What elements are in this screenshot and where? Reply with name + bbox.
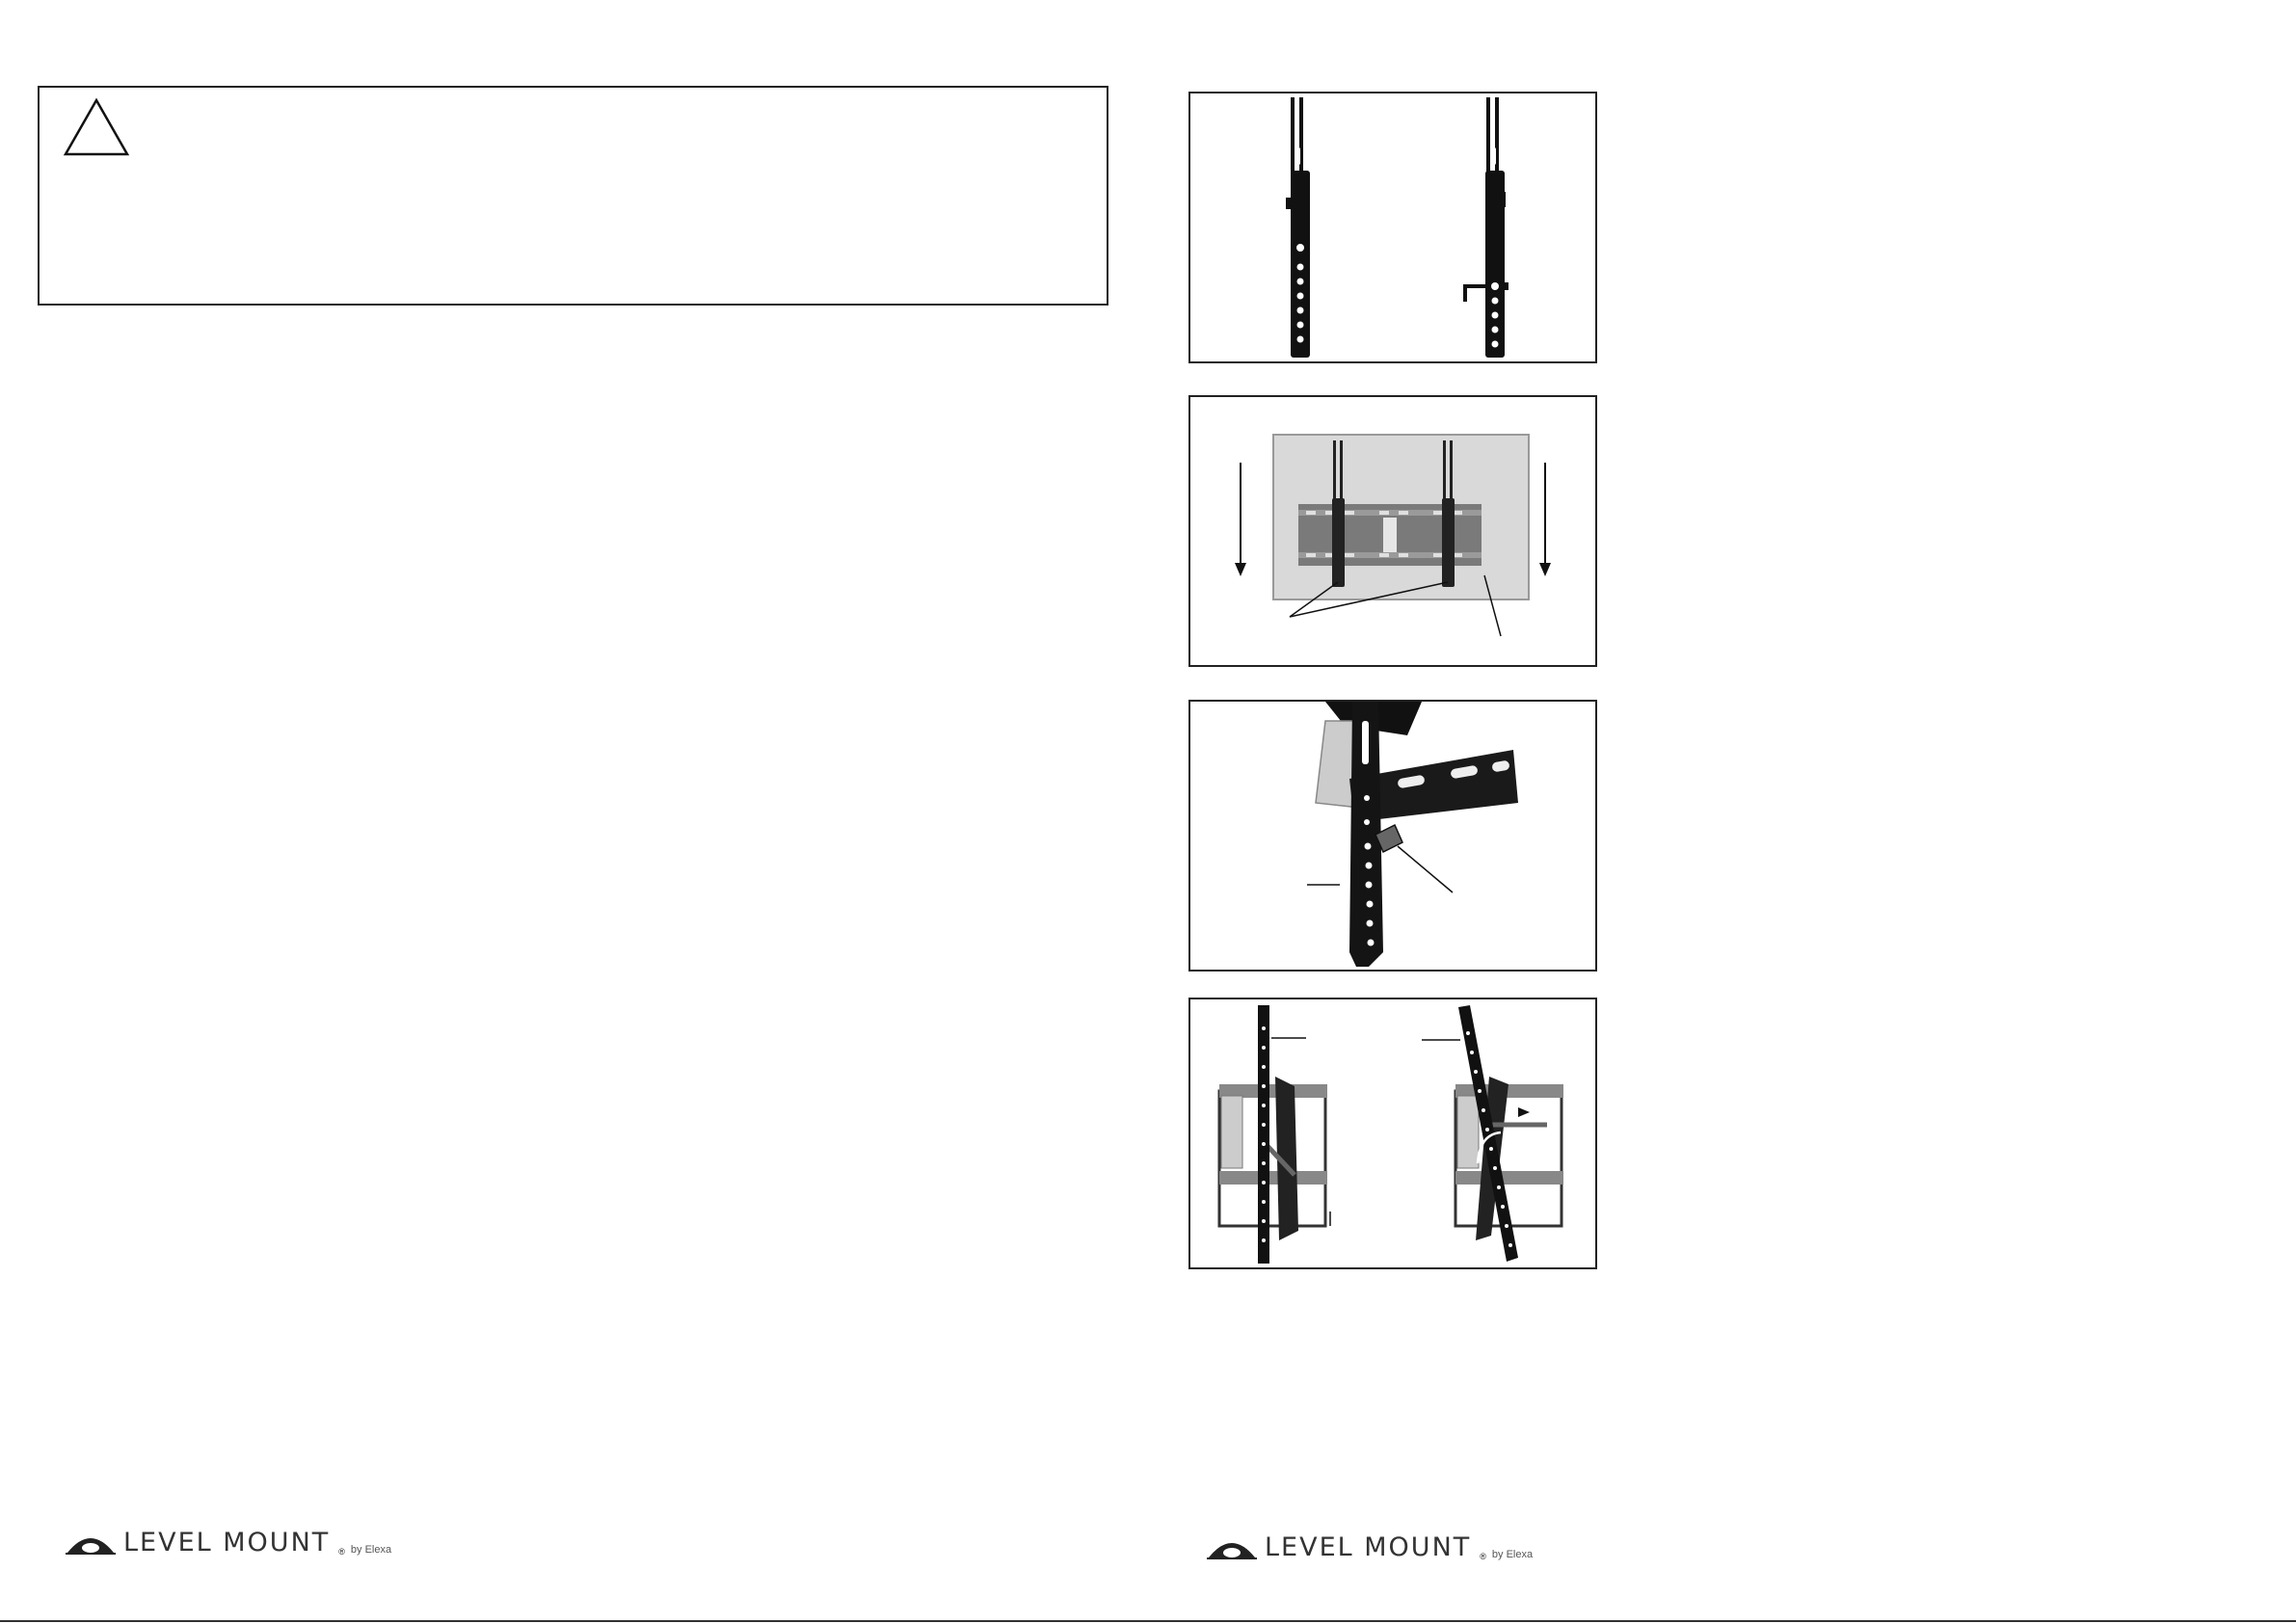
figure-2 bbox=[1188, 395, 1597, 667]
figure-4 bbox=[1188, 998, 1597, 1269]
left-arm bbox=[1286, 97, 1310, 358]
figure-1 bbox=[1188, 92, 1597, 363]
warning-triangle-icon bbox=[63, 97, 130, 157]
arm-hook-closeup-icon bbox=[1190, 702, 1595, 970]
figure-3 bbox=[1188, 700, 1597, 972]
level-mount-logo-icon bbox=[66, 1530, 116, 1557]
tv-hang-on-wall-plate-icon bbox=[1190, 397, 1595, 665]
right-arm bbox=[1463, 97, 1508, 358]
logo-by-text: by Elexa bbox=[1491, 1549, 1534, 1560]
logo-registered-mark: ® bbox=[1480, 1552, 1486, 1561]
logo-left bbox=[66, 1518, 391, 1557]
right-view bbox=[1422, 1005, 1563, 1262]
logo-brand-text: LEVEL MOUNT bbox=[1265, 1532, 1472, 1562]
tv-arm-pair-icon bbox=[1190, 93, 1595, 361]
logo-right bbox=[1207, 1523, 1533, 1561]
tilt-adjust-icon bbox=[1190, 999, 1595, 1267]
logo-by-text: by Elexa bbox=[350, 1544, 392, 1556]
footer-rule bbox=[0, 1620, 2296, 1622]
warning-box bbox=[38, 86, 1108, 306]
level-mount-logo-icon bbox=[1207, 1534, 1257, 1561]
logo-brand-text: LEVEL MOUNT bbox=[123, 1528, 331, 1557]
left-view bbox=[1219, 1005, 1330, 1264]
logo-registered-mark: ® bbox=[338, 1547, 345, 1557]
